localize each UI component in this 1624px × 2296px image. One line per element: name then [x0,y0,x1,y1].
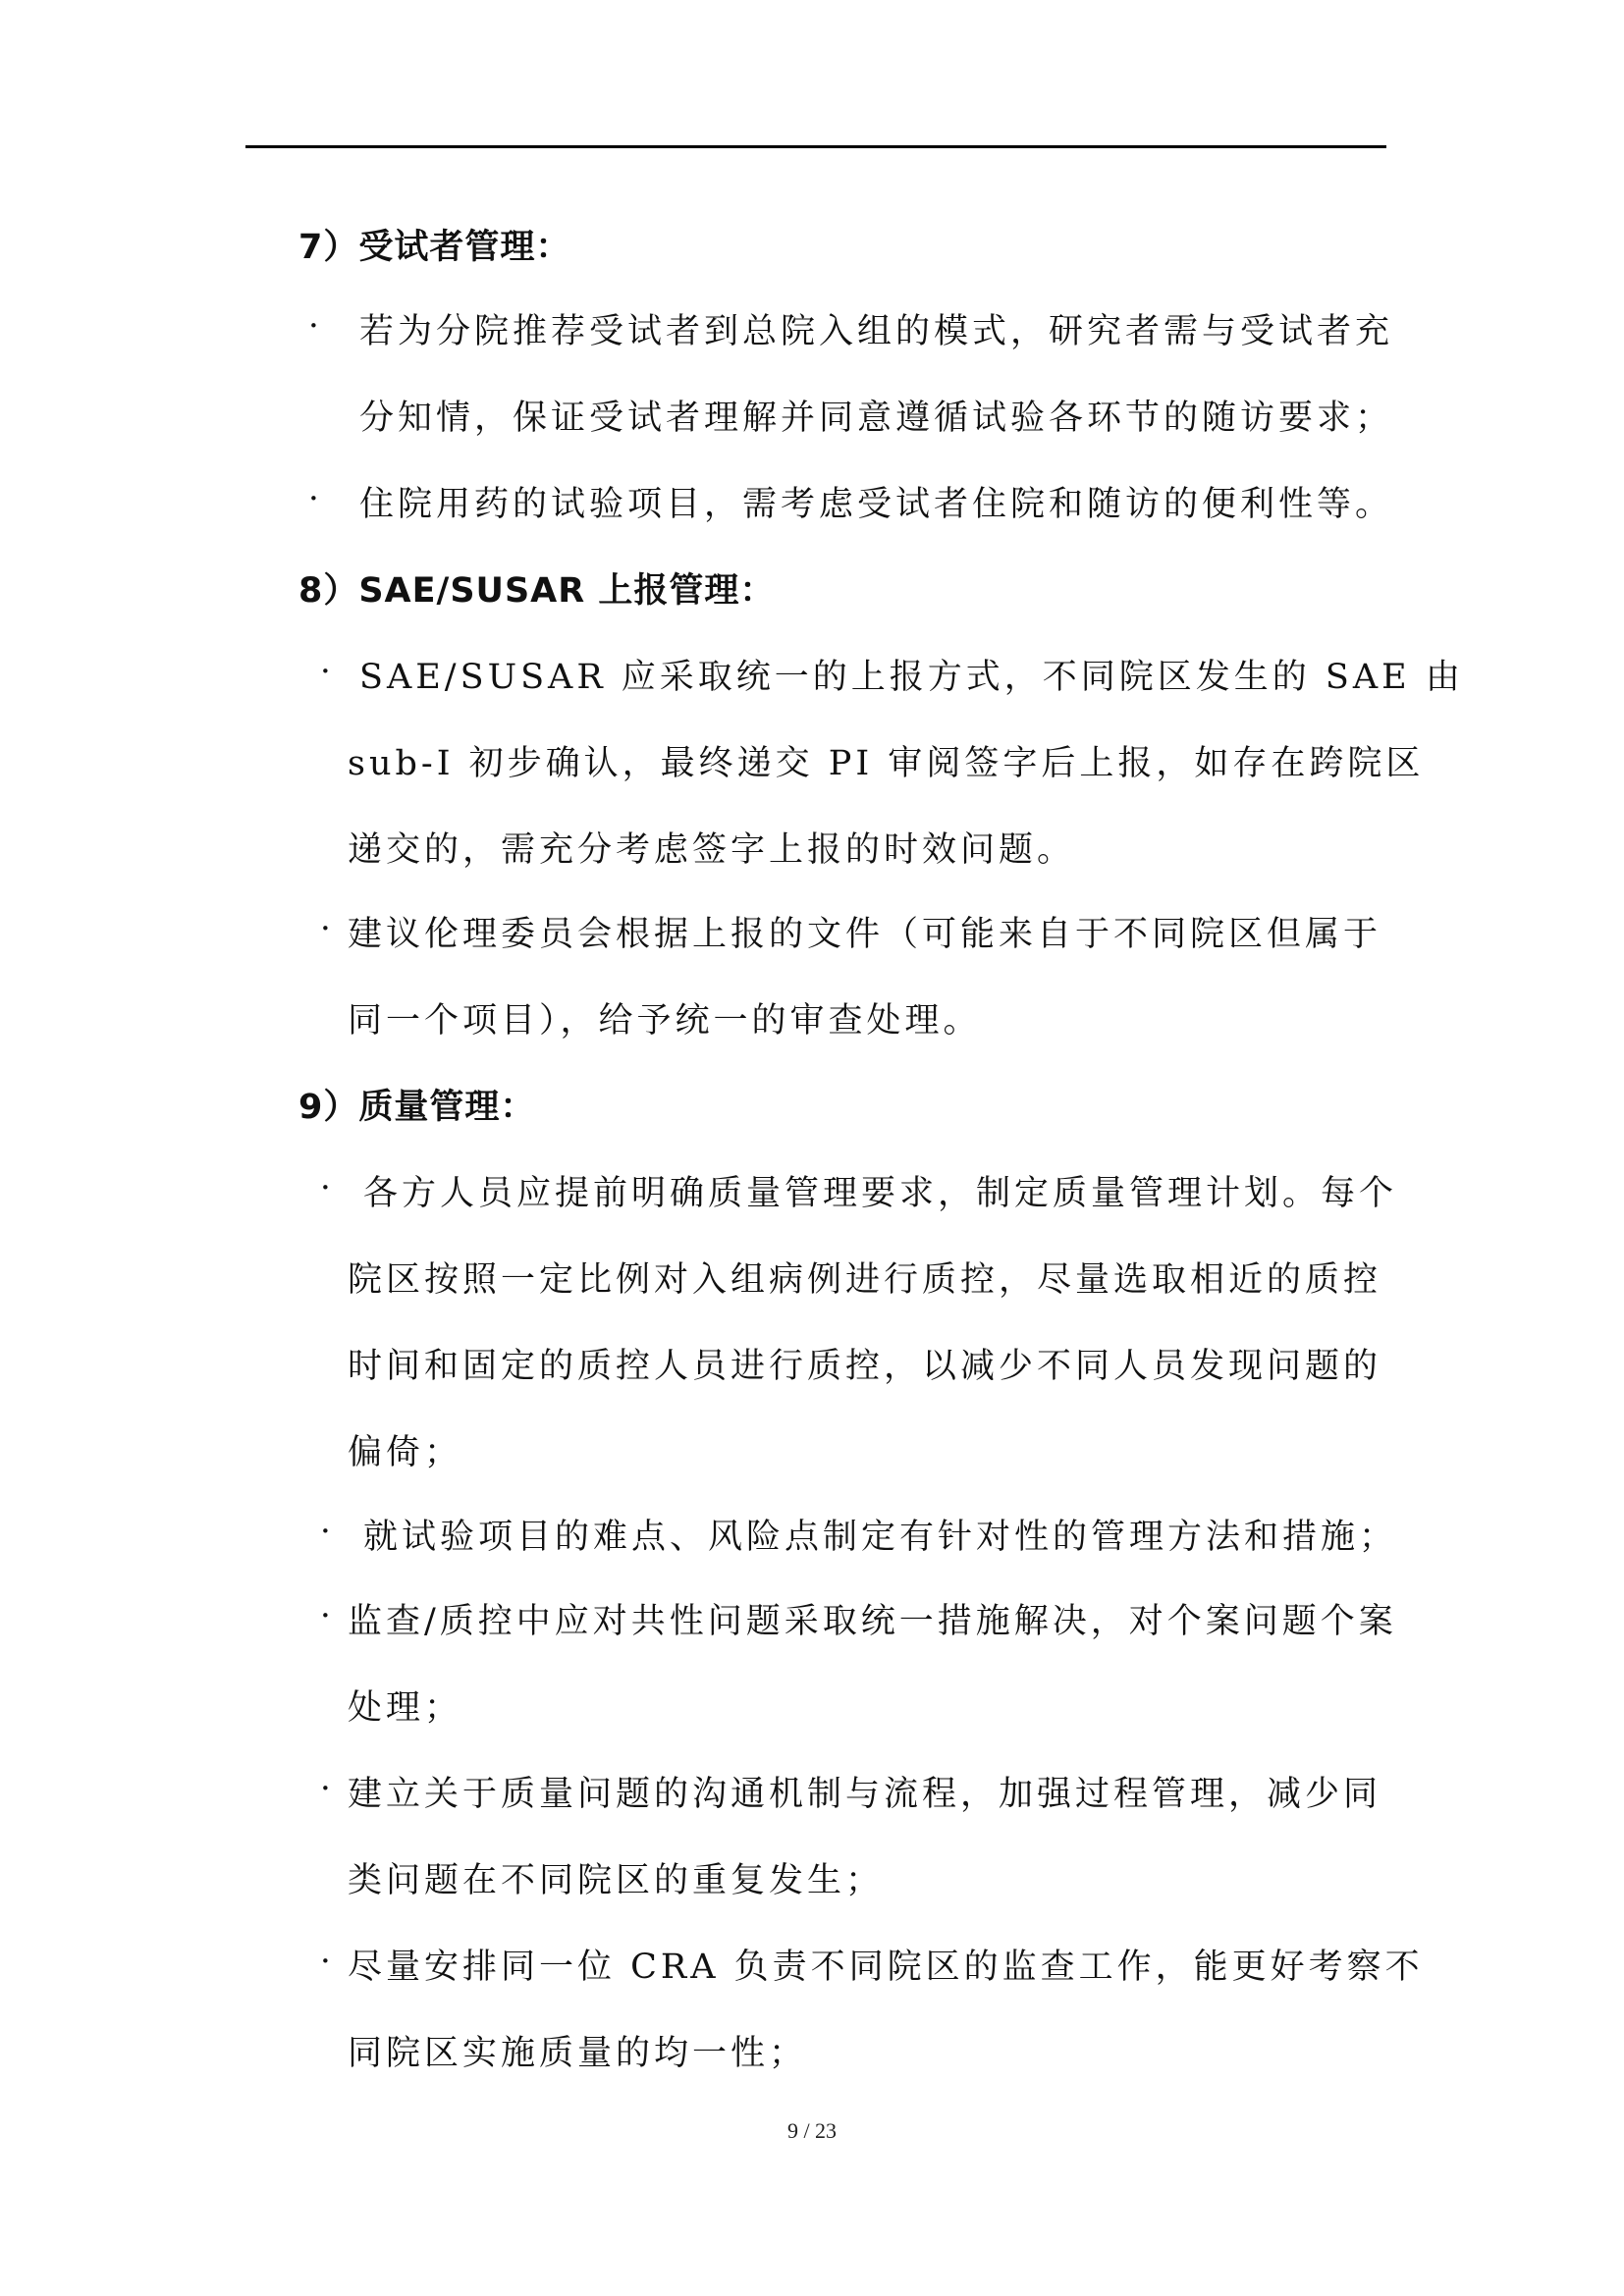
paragraph-line: 类问题在不同院区的重复发生； [348,1861,885,1900]
paragraph-line: 院区按照一定比例对入组病例进行质控，尽量选取相近的质控 [348,1260,1382,1300]
page-number: 9 / 23 [786,2118,838,2143]
paragraph-line: sub-I 初步确认，最终递交 PI 审阅签字后上报，如存在跨院区 [348,744,1425,783]
bullet-marker: · [308,479,319,518]
bullet-marker: · [308,306,319,346]
bullet-marker: · [320,1769,331,1808]
bullet-marker: · [320,652,331,691]
paragraph-line: 处理； [348,1688,463,1728]
paragraph-line: 建议伦理委员会根据上报的文件（可能来自于不同院区但属于 [348,915,1382,954]
bullet-marker: · [320,1596,331,1635]
paragraph-line: 就试验项目的难点、风险点制定有针对性的管理方法和措施； [363,1518,1398,1557]
section-heading-8: 8）SAE/SUSAR 上报管理： [298,571,776,611]
bullet-marker: · [320,1942,331,1981]
paragraph-line: SAE/SUSAR 应采取统一的上报方式，不同院区发生的 SAE 由 [359,658,1464,697]
bullet-marker: · [320,1512,331,1551]
paragraph-line: 同院区实施质量的均一性； [348,2034,808,2073]
paragraph-line: 监查/质控中应对共性问题采取统一措施解决，对个案问题个案 [348,1602,1397,1641]
section-heading-9: 9）质量管理： [298,1088,536,1127]
paragraph-line: 递交的，需充分考虑签字上报的时效问题。 [348,830,1076,870]
paragraph-line: 偏倚； [348,1433,463,1472]
section-heading-7: 7）受试者管理： [298,228,571,267]
bullet-marker: · [320,1168,331,1207]
paragraph-line: 同一个项目），给予统一的审查处理。 [348,1001,982,1041]
bullet-marker: · [320,909,331,948]
paragraph-line: 分知情，保证受试者理解并同意遵循试验各环节的随访要求； [359,399,1394,438]
paragraph-line: 建立关于质量问题的沟通机制与流程，加强过程管理，减少同 [348,1775,1382,1814]
paragraph-line: 时间和固定的质控人员进行质控，以减少不同人员发现问题的 [348,1347,1382,1386]
paragraph-line: 若为分院推荐受试者到总院入组的模式，研究者需与受试者充 [359,312,1394,351]
paragraph-line: 尽量安排同一位 CRA 负责不同院区的监查工作，能更好考察不 [348,1948,1424,1987]
header-rule [245,145,1386,148]
paragraph-line: 各方人员应提前明确质量管理要求，制定质量管理计划。每个 [363,1174,1398,1213]
paragraph-line: 住院用药的试验项目，需考虑受试者住院和随访的便利性等。 [359,485,1394,524]
